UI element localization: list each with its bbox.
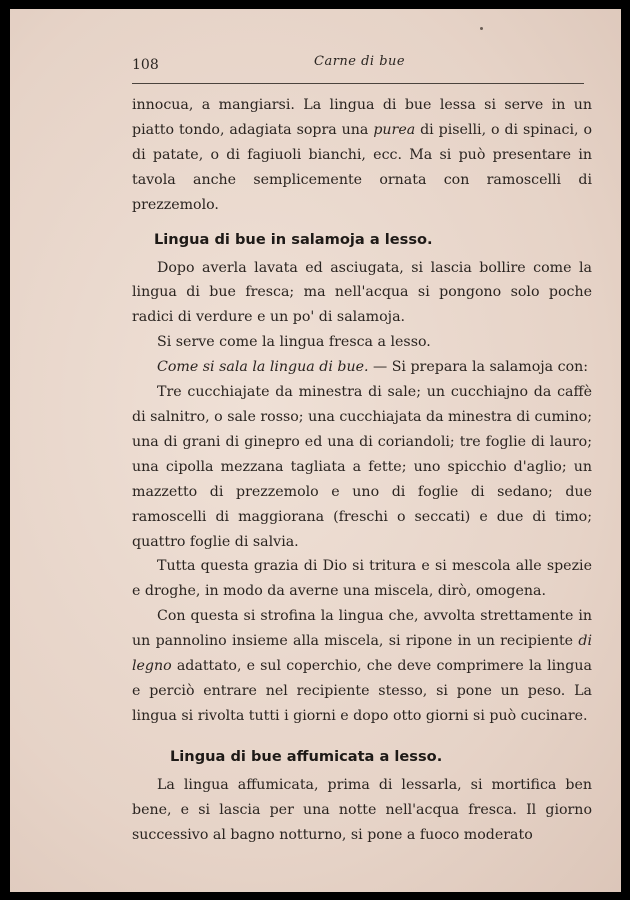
emphasis-purea: purea	[373, 121, 416, 138]
recipe-heading-salamoja: Lingua di bue in salamoja a lesso.	[154, 230, 433, 248]
paragraph: La lingua affumicata, prima di lessarla, si mortifica ben bene, e si lascia per una notte nell'acqua fresca. Il giorno successivo al bagno notturno, si pone a fuoco moderato	[132, 776, 592, 843]
paragraph-continuation: innocua, a mangiarsi. La lingua di bue lessa si serve in un piatto tondo, adagiata sopra una purea di piselli, o di spinaci, o di patate, o di fagiuoli bianchi, ecc. Ma si può presentare in tavola anche semplicemente ornata con ramoscelli di prezzemolo.	[132, 97, 592, 213]
scanned-page	[10, 9, 621, 892]
running-title: Carne di bue	[314, 54, 406, 69]
paragraph: Si serve come la lingua fresca a lesso.	[157, 334, 431, 351]
subsection-title: Come si sala la lingua di bue.	[157, 359, 369, 376]
page-number: 108	[132, 57, 159, 73]
paragraph: Tutta questa grazia di Dio si tritura e si mescola alle spezie e droghe, in modo da averne una miscela, dirò, omogena.	[132, 558, 592, 600]
paragraph: Con questa si strofina la lingua che, avvolta strettamente in un pannolino insieme alla miscela, si ripone in un recipiente di legno adattato, e sul coperchio, che deve comprimere la lingua e perciò entrare nel recipiente stesso, si pone un peso. La lingua si rivolta tutti i giorni e dopo otto giorni si può cucinare.	[132, 608, 592, 724]
paragraph: Dopo averla lavata ed asciugata, si lascia bollire come la lingua di bue fresca; ma nell'acqua si pongono solo poche radici di verdure e un po' di salamoja.	[132, 259, 592, 326]
page-header	[132, 54, 584, 81]
recipe-heading-affumicata: Lingua di bue affumicata a lesso.	[170, 747, 443, 765]
paragraph-ingredients: Tre cucchiajate da minestra di sale; un cucchiajno da caffè di salnitro, o sale rosso; una cucchiajata da minestra di cumino; una di grani di ginepro ed una di coriandoli; tre foglie di lauro; una cipolla mezzana tagliata a fette; uno spicchio d'aglio; un mazzetto di prezzemolo e uno di foglie di sedano; due ramoscelli di maggiorana (freschi o seccati) e due di timo; quattro foglie di salvia.	[132, 384, 592, 550]
paragraph-subsection: Come si sala la lingua di bue. — Si prepara la salamoja con:	[157, 359, 589, 376]
page-body	[132, 93, 592, 847]
ink-speck	[480, 27, 483, 30]
header-rule	[132, 83, 584, 84]
emphasis-di-legno: di legno	[132, 633, 592, 675]
